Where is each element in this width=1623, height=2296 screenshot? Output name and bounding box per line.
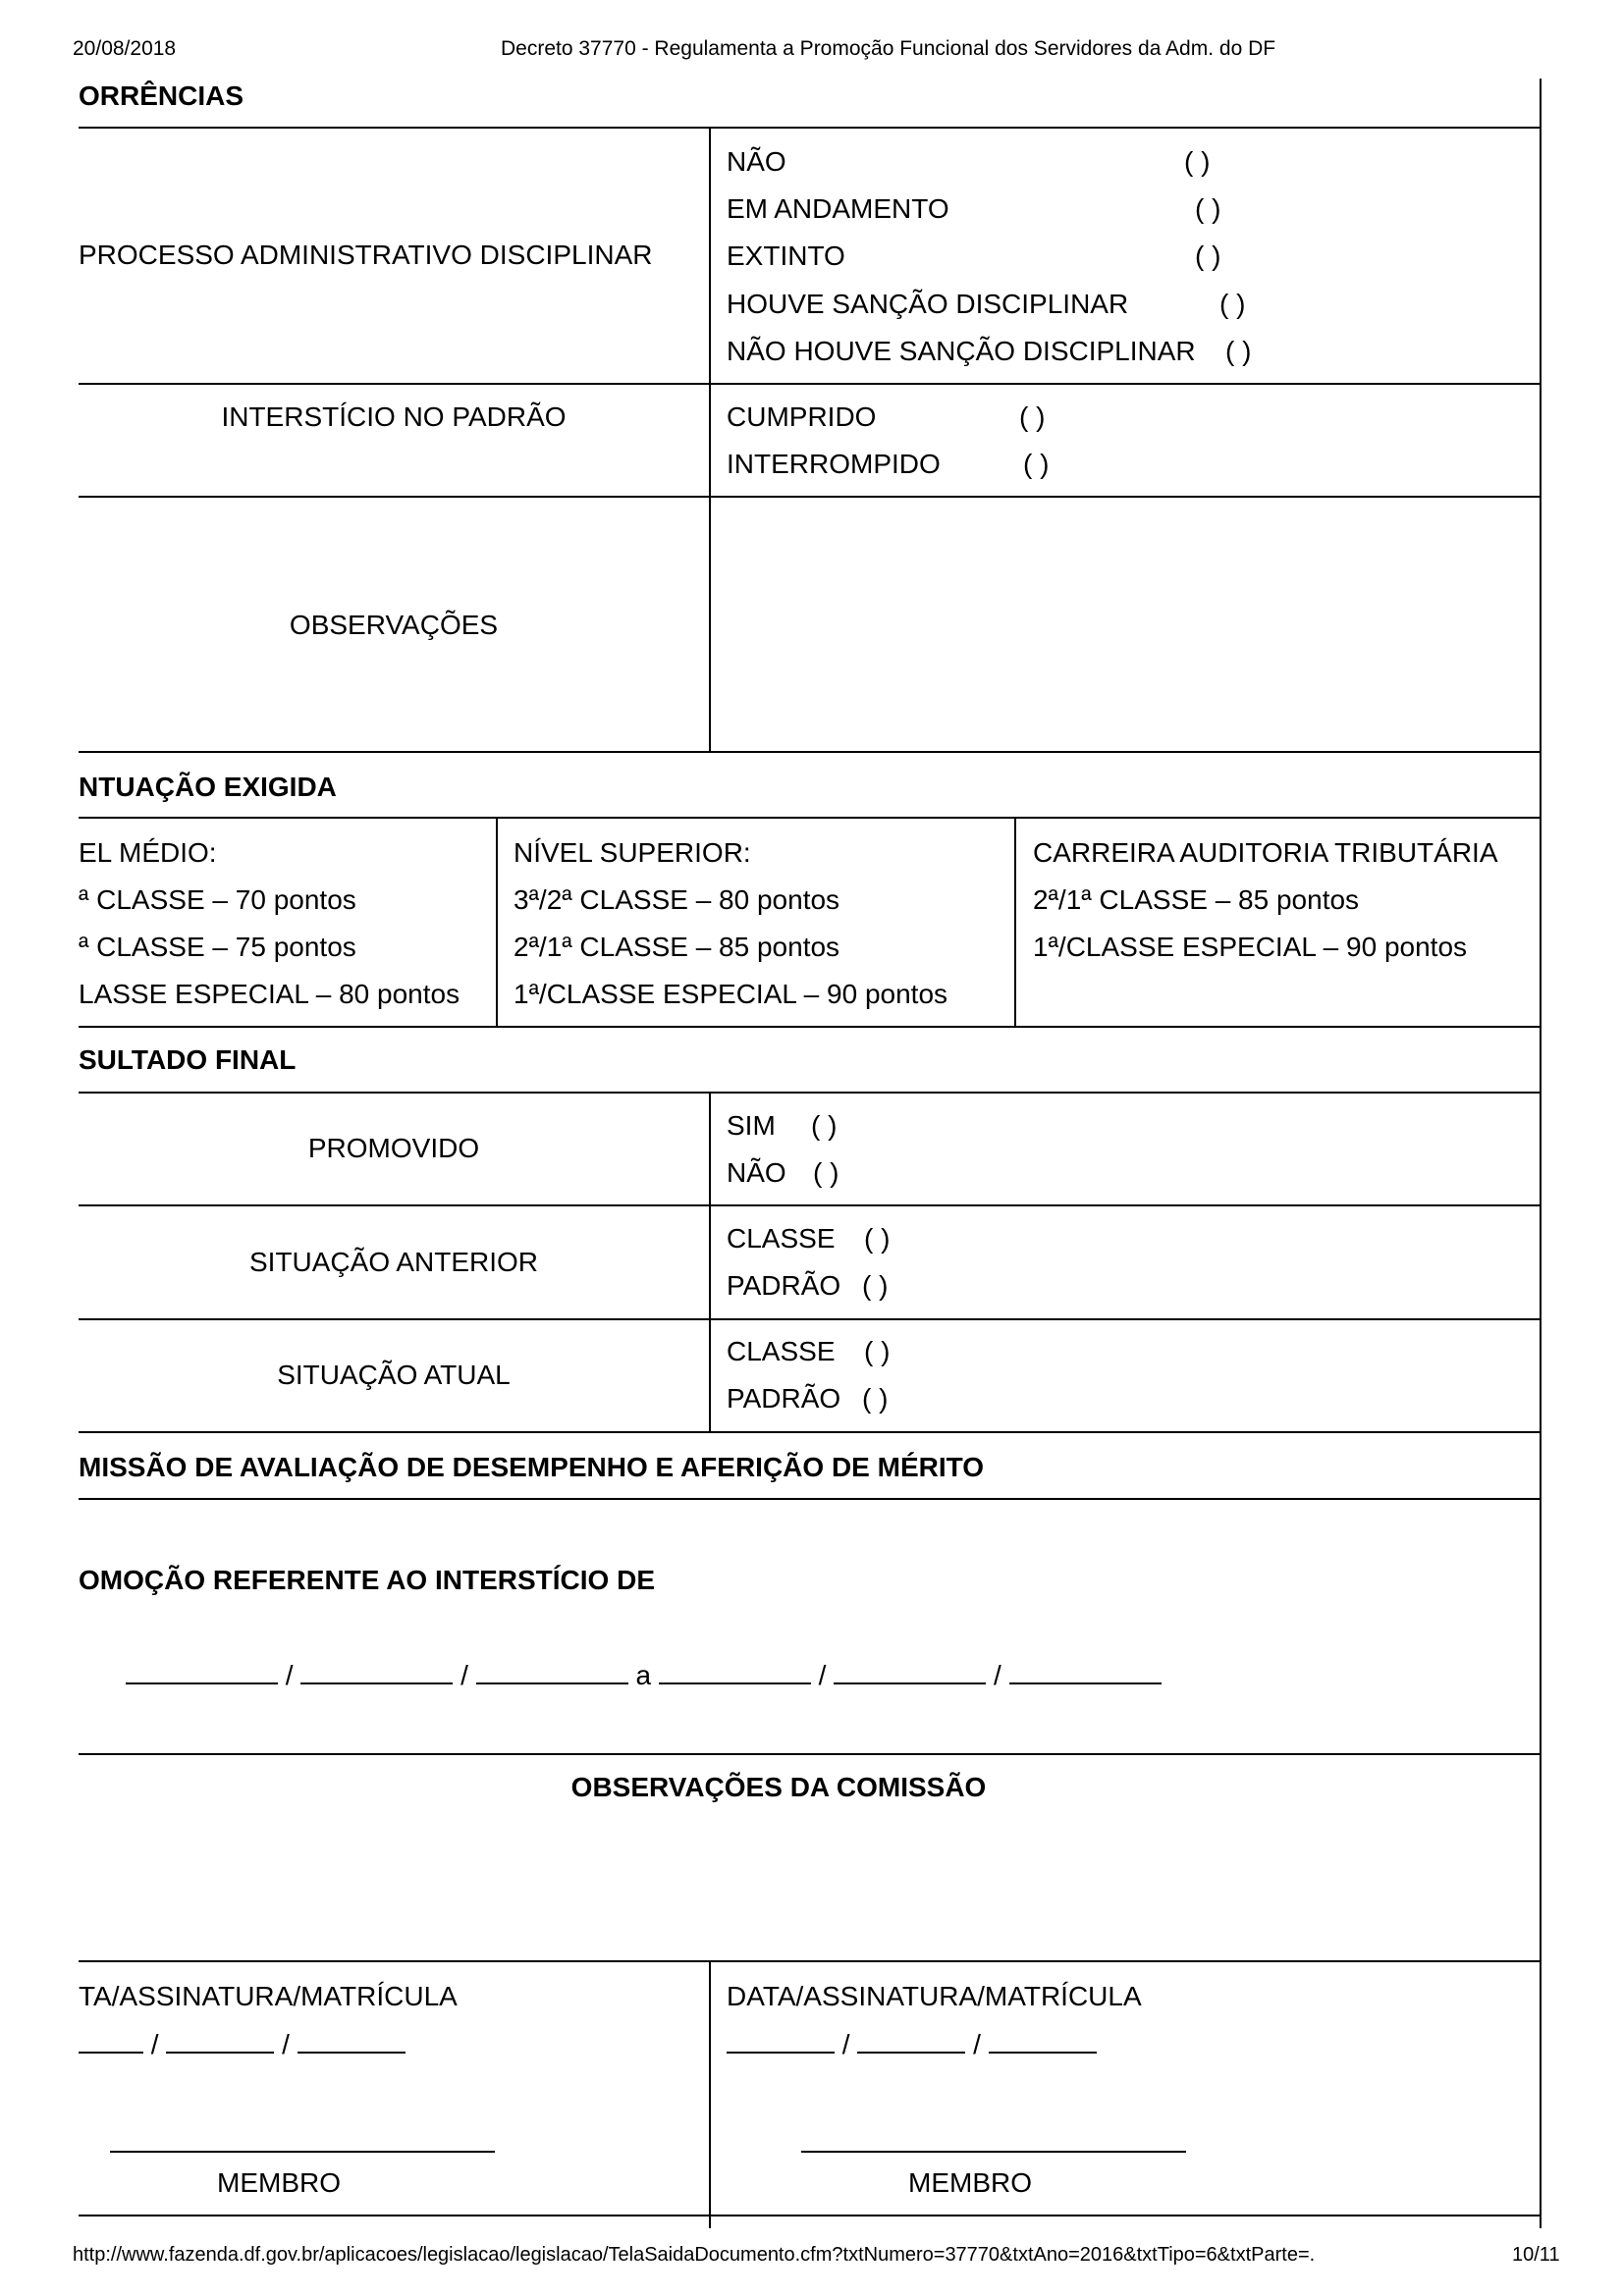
section-heading-ocorrencias: ORRÊNCIAS: [79, 80, 244, 111]
promocao-label: OMOÇÃO REFERENTE AO INTERSTÍCIO DE: [79, 1565, 655, 1595]
date-blank-month-start[interactable]: [300, 1661, 453, 1684]
checkbox-mark[interactable]: ( ): [862, 1383, 889, 1414]
intersticio-option-label: INTERROMPIDO: [727, 449, 941, 479]
checkbox-mark[interactable]: ( ): [1023, 449, 1050, 479]
pad-option-label: NÃO: [727, 146, 786, 177]
date-blank-month-end[interactable]: [834, 1661, 986, 1684]
pad-option-label: EM ANDAMENTO: [727, 193, 949, 224]
section-heading-pontuacao: NTUAÇÃO EXIGIDA: [79, 772, 337, 802]
divider: [79, 383, 1542, 385]
divider: [79, 1318, 1542, 1320]
date-blank-year-start[interactable]: [476, 1661, 628, 1684]
auditoria-line: 1ª/CLASSE ESPECIAL – 90 pontos: [1033, 932, 1468, 962]
section-heading-comissao: MISSÃO DE AVALIAÇÃO DE DESEMPENHO E AFERIÇÃO DE MÉRITO: [79, 1452, 985, 1482]
date-separator: /: [150, 2029, 159, 2059]
date-blank[interactable]: [79, 2030, 143, 2054]
checkbox-mark[interactable]: ( ): [813, 1157, 839, 1188]
date-blank[interactable]: [727, 2030, 835, 2054]
date-blank[interactable]: [166, 2030, 274, 2054]
pad-option-label: HOUVE SANÇÃO DISCIPLINAR: [727, 289, 1129, 319]
signature-left-date: [79, 2030, 406, 2058]
table-right-border: [1540, 79, 1542, 2228]
divider: [79, 2215, 1542, 2216]
nivel-superior-line: 1ª/CLASSE ESPECIAL – 90 pontos: [514, 979, 948, 1009]
checkbox-mark[interactable]: ( ): [1225, 336, 1252, 366]
date-separator: /: [285, 1660, 294, 1690]
date-blank-year-end[interactable]: [1009, 1661, 1162, 1684]
signature-right-label: DATA/ASSINATURA/MATRÍCULA: [727, 1981, 1142, 2011]
divider: [79, 127, 1542, 129]
divider: [79, 1204, 1542, 1206]
column-divider: [709, 1092, 711, 1433]
divider: [79, 1498, 1542, 1500]
date-blank-day-start[interactable]: [126, 1661, 278, 1684]
signature-line-right[interactable]: [801, 2151, 1186, 2153]
nivel-medio-line: EL MÉDIO:: [79, 837, 217, 868]
document-title: Decreto 37770 - Regulamenta a Promoção Funcional dos Servidores da Adm. do DF: [501, 37, 1276, 60]
date-blank[interactable]: [857, 2030, 965, 2054]
divider: [79, 751, 1542, 753]
promovido-label: PROMOVIDO: [307, 1133, 480, 1163]
checkbox-mark[interactable]: ( ): [811, 1110, 838, 1141]
intersticio-option-label: CUMPRIDO: [727, 401, 877, 432]
anterior-option-label: CLASSE: [727, 1223, 836, 1254]
date-separator: /: [818, 1660, 827, 1690]
checkbox-mark[interactable]: ( ): [1019, 401, 1046, 432]
pad-label: PROCESSO ADMINISTRATIVO DISCIPLINAR: [79, 240, 653, 270]
promovido-option-label: SIM: [727, 1110, 776, 1141]
intersticio-label: INTERSTÍCIO NO PADRÃO: [221, 401, 567, 432]
signature-left-label: TA/ASSINATURA/MATRÍCULA: [79, 1981, 458, 2011]
column-divider: [1014, 817, 1016, 1027]
date-separator: /: [282, 2029, 290, 2059]
situacao-anterior-label: SITUAÇÃO ANTERIOR: [248, 1247, 539, 1277]
divider: [79, 1960, 1542, 1962]
pad-option-label: EXTINTO: [727, 240, 845, 271]
checkbox-mark[interactable]: ( ): [1195, 240, 1221, 271]
signature-right-role: MEMBRO: [908, 2167, 1032, 2198]
observacoes-field[interactable]: [711, 498, 1540, 751]
pad-option-label: NÃO HOUVE SANÇÃO DISCIPLINAR: [727, 336, 1196, 366]
date-separator: /: [973, 2029, 981, 2059]
date-blank-day-end[interactable]: [659, 1661, 811, 1684]
divider: [79, 1092, 1542, 1094]
column-divider: [496, 817, 498, 1027]
nivel-superior-line: 2ª/1ª CLASSE – 85 pontos: [514, 932, 840, 962]
observacoes-label: OBSERVAÇÕES: [289, 610, 499, 640]
atual-option-label: PADRÃO: [727, 1383, 841, 1414]
nivel-medio-line: LASSE ESPECIAL – 80 pontos: [79, 979, 460, 1009]
page-number: 10/11: [1512, 2244, 1560, 2266]
checkbox-mark[interactable]: ( ): [864, 1336, 891, 1366]
divider: [79, 1431, 1542, 1433]
situacao-atual-label: SITUAÇÃO ATUAL: [277, 1360, 511, 1390]
signature-line-left[interactable]: [110, 2151, 495, 2153]
date-range-a: a: [635, 1660, 652, 1690]
nivel-superior-line: 3ª/2ª CLASSE – 80 pontos: [514, 884, 840, 915]
signature-right-date: [727, 2030, 1097, 2058]
checkbox-mark[interactable]: ( ): [864, 1223, 891, 1254]
date-separator: /: [993, 1660, 1001, 1690]
divider: [79, 817, 1542, 819]
signature-left-role: MEMBRO: [217, 2167, 341, 2198]
divider: [79, 1026, 1542, 1028]
auditoria-line: 2ª/1ª CLASSE – 85 pontos: [1033, 884, 1360, 915]
checkbox-mark[interactable]: ( ): [862, 1270, 889, 1301]
atual-option-label: CLASSE: [727, 1336, 836, 1366]
source-url: http://www.fazenda.df.gov.br/aplicacoes/legislacao/legislacao/TelaSaidaDocumento.cfm?txtNumero=37770&txtAno=2016&txtTipo=6&txtParte=.: [73, 2244, 1316, 2266]
column-divider: [709, 1960, 711, 2228]
anterior-option-label: PADRÃO: [727, 1270, 841, 1301]
checkbox-mark[interactable]: ( ): [1219, 289, 1246, 319]
auditoria-line: CARREIRA AUDITORIA TRIBUTÁRIA: [1033, 837, 1498, 868]
date-blank[interactable]: [989, 2030, 1097, 2054]
nivel-medio-line: ª CLASSE – 75 pontos: [79, 932, 356, 962]
date-separator: /: [460, 1660, 468, 1690]
print-date: 20/08/2018: [73, 37, 177, 60]
observacoes-comissao-field[interactable]: [81, 1816, 1538, 1957]
nivel-medio-line: ª CLASSE – 70 pontos: [79, 884, 356, 915]
date-separator: /: [841, 2029, 850, 2059]
checkbox-mark[interactable]: ( ): [1195, 193, 1221, 224]
section-heading-resultado: SULTADO FINAL: [79, 1044, 297, 1075]
date-range: [126, 1661, 1162, 1689]
checkbox-mark[interactable]: ( ): [1184, 146, 1211, 177]
nivel-superior-line: NÍVEL SUPERIOR:: [514, 837, 751, 868]
observacoes-comissao-label: OBSERVAÇÕES DA COMISSÃO: [570, 1772, 987, 1802]
promovido-option-label: NÃO: [727, 1157, 786, 1188]
date-blank[interactable]: [298, 2030, 406, 2054]
divider: [79, 1753, 1542, 1755]
